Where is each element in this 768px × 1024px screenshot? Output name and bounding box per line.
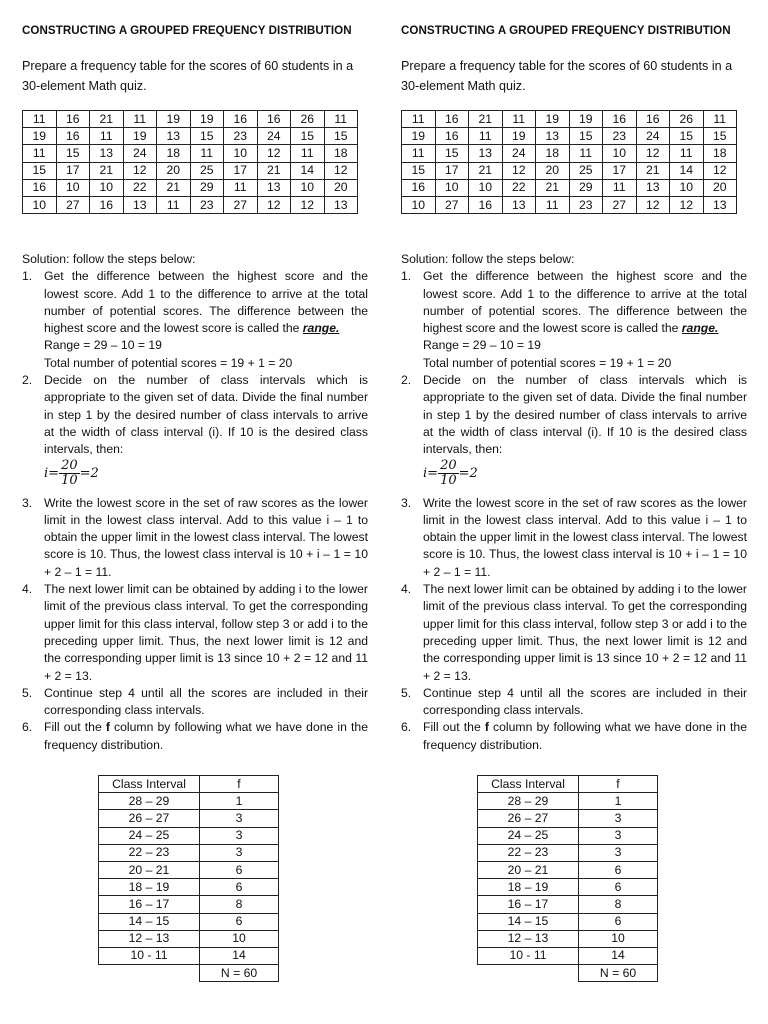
solution-intro: Solution: follow the steps below:: [22, 252, 196, 266]
score-cell: 25: [569, 162, 603, 179]
class-interval-cell: 16 – 17: [478, 896, 579, 913]
score-cell: 16: [224, 111, 258, 128]
class-interval-cell: 14 – 15: [478, 913, 579, 930]
score-cell: 26: [291, 111, 325, 128]
formula-numerator: 20: [61, 457, 78, 473]
step-number: 6.: [401, 720, 412, 735]
class-interval-cell: 12 – 13: [99, 930, 200, 947]
frequency-cell: 6: [579, 913, 658, 930]
frequency-row: [99, 793, 279, 810]
score-cell: 12: [670, 196, 704, 213]
score-cell: 21: [636, 162, 670, 179]
score-cell: 29: [569, 179, 603, 196]
range-term: range.: [302, 321, 340, 336]
total-count: N = 60: [200, 965, 279, 982]
frequency-total-row: [99, 965, 279, 982]
scores-row: [23, 128, 358, 145]
f-column-letter: f: [484, 720, 489, 735]
score-cell: 16: [23, 179, 57, 196]
class-interval-cell: 10 - 11: [478, 947, 579, 964]
frequency-total-row: [478, 965, 658, 982]
step-2: [22, 372, 368, 458]
worksheet-title: CONSTRUCTING A GROUPED FREQUENCY DISTRIBUTION: [22, 24, 352, 37]
step-6: [22, 719, 368, 754]
score-cell: 13: [90, 145, 124, 162]
scores-row: [402, 162, 737, 179]
score-cell: 12: [703, 162, 737, 179]
class-interval-header: Class Interval: [478, 776, 579, 793]
score-cell: 10: [23, 196, 57, 213]
step-5: [22, 685, 368, 720]
class-interval-cell: 26 – 27: [99, 810, 200, 827]
score-cell: 11: [670, 145, 704, 162]
class-interval-cell: 24 – 25: [99, 827, 200, 844]
score-cell: 19: [157, 111, 191, 128]
score-cell: 27: [224, 196, 258, 213]
class-interval-cell: 28 – 29: [478, 793, 579, 810]
score-cell: 19: [402, 128, 436, 145]
score-cell: 10: [435, 179, 469, 196]
score-cell: 16: [469, 196, 503, 213]
score-cell: 10: [603, 145, 637, 162]
score-cell: 13: [123, 196, 157, 213]
raw-scores-table: [22, 110, 358, 214]
score-cell: 21: [469, 162, 503, 179]
score-cell: 24: [123, 145, 157, 162]
step-6: [401, 719, 747, 754]
score-cell: 15: [190, 128, 224, 145]
frequency-row: [478, 793, 658, 810]
step-text: Continue step 4 until all the scores are included in their corresponding class intervals.: [423, 685, 747, 718]
score-cell: 15: [569, 128, 603, 145]
score-cell: 18: [157, 145, 191, 162]
score-cell: 10: [224, 145, 258, 162]
score-cell: 24: [502, 145, 536, 162]
formula-rhs: =2: [79, 465, 99, 481]
frequency-row: [99, 896, 279, 913]
frequency-table: [477, 775, 658, 982]
frequency-cell: 3: [200, 827, 279, 844]
step-2: [401, 372, 747, 458]
score-cell: 15: [402, 162, 436, 179]
class-interval-cell: 24 – 25: [478, 827, 579, 844]
range-calculation: Range = 29 – 10 = 19: [44, 338, 162, 353]
score-cell: 15: [670, 128, 704, 145]
score-cell: 17: [603, 162, 637, 179]
score-cell: 20: [157, 162, 191, 179]
score-cell: 19: [23, 128, 57, 145]
step-number: 4.: [22, 582, 33, 597]
frequency-row: [478, 844, 658, 861]
frequency-cell: 3: [579, 844, 658, 861]
step-number: 6.: [22, 720, 33, 735]
problem-statement: Prepare a frequency table for the scores of 60 students in a 30-element Math quiz.: [22, 59, 354, 93]
score-cell: 17: [224, 162, 258, 179]
score-cell: 11: [157, 196, 191, 213]
frequency-row: [99, 913, 279, 930]
scores-row: [23, 179, 358, 196]
score-cell: 16: [56, 128, 90, 145]
score-cell: 10: [291, 179, 325, 196]
score-cell: 10: [402, 196, 436, 213]
frequency-row: [478, 930, 658, 947]
step-text: The next lower limit can be obtained by adding i to the lower limit of the previous class interval. To get the corresponding upper limit for this class interval, follow step 3 or add i to the preceding upper limit. Thus, the next lower limit is 12 and the corresponding upper limit is 13 since 10 + 2 = 12 and 11 + 2 = 13.: [44, 582, 368, 683]
frequency-cell: 8: [579, 896, 658, 913]
frequency-row: [99, 844, 279, 861]
class-interval-cell: 18 – 19: [99, 879, 200, 896]
score-cell: 11: [123, 111, 157, 128]
formula-denominator: 10: [440, 472, 457, 488]
frequency-table: [98, 775, 279, 982]
score-cell: 11: [469, 128, 503, 145]
score-cell: 12: [291, 196, 325, 213]
score-cell: 15: [324, 128, 358, 145]
score-cell: 11: [502, 111, 536, 128]
step-text: The next lower limit can be obtained by adding i to the lower limit of the previous class interval. To get the corresponding upper limit for this class interval, follow step 3 or add i to the preceding upper limit. Thus, the next lower limit is 12 and the corresponding upper limit is 13 since 10 + 2 = 12 and 11 + 2 = 13.: [423, 582, 747, 683]
score-cell: 20: [324, 179, 358, 196]
score-cell: 16: [435, 111, 469, 128]
frequency-row: [478, 913, 658, 930]
step-3: [401, 495, 747, 581]
score-cell: 11: [90, 128, 124, 145]
f-column-letter: f: [105, 720, 110, 735]
frequency-row: [478, 947, 658, 964]
solution-intro: Solution: follow the steps below:: [401, 252, 575, 266]
score-cell: 13: [469, 145, 503, 162]
step-number: 4.: [401, 582, 412, 597]
solution-steps: [22, 251, 368, 754]
score-cell: 23: [190, 196, 224, 213]
frequency-cell: 6: [200, 879, 279, 896]
score-cell: 17: [435, 162, 469, 179]
frequency-cell: 14: [579, 947, 658, 964]
score-cell: 11: [536, 196, 570, 213]
score-cell: 10: [469, 179, 503, 196]
frequency-row: [99, 861, 279, 878]
frequency-row: [478, 861, 658, 878]
score-cell: 12: [636, 196, 670, 213]
step-text: Write the lowest score in the set of raw scores as the lower limit in the lowest class interval. Add to this value i – 1 to obtain the upper limit in the lowest class interval. The lowest score is 10. Thus, the lowest class interval is 10 + i – 1 = 10 + 2 – 1 = 11.: [44, 495, 368, 579]
score-cell: 23: [603, 128, 637, 145]
score-cell: 11: [402, 145, 436, 162]
step-1: [22, 268, 368, 372]
total-count: N = 60: [579, 965, 658, 982]
formula-fraction: [438, 459, 459, 488]
score-cell: 11: [569, 145, 603, 162]
score-cell: 29: [190, 179, 224, 196]
frequency-row: [478, 896, 658, 913]
score-cell: 15: [291, 128, 325, 145]
problem-statement: Prepare a frequency table for the scores of 60 students in a 30-element Math quiz.: [401, 59, 733, 93]
score-cell: 15: [23, 162, 57, 179]
score-cell: 15: [703, 128, 737, 145]
step-list: [401, 268, 747, 754]
score-cell: 22: [502, 179, 536, 196]
score-cell: 23: [224, 128, 258, 145]
score-cell: 19: [569, 111, 603, 128]
potential-scores-calculation: Total number of potential scores = 19 + 1 = 20: [44, 355, 293, 370]
score-cell: 16: [435, 128, 469, 145]
frequency-cell: 3: [579, 810, 658, 827]
score-cell: 13: [324, 196, 358, 213]
frequency-cell: 10: [579, 930, 658, 947]
score-cell: 11: [324, 111, 358, 128]
step-number: 3.: [22, 495, 33, 510]
frequency-cell: 8: [200, 896, 279, 913]
score-cell: 12: [502, 162, 536, 179]
frequency-header: f: [200, 776, 279, 793]
score-cell: 11: [23, 111, 57, 128]
frequency-cell: 3: [200, 844, 279, 861]
empty-cell: [478, 965, 579, 982]
score-cell: 27: [435, 196, 469, 213]
score-cell: 19: [502, 128, 536, 145]
score-cell: 19: [123, 128, 157, 145]
frequency-cell: 6: [579, 861, 658, 878]
score-cell: 16: [636, 111, 670, 128]
frequency-cell: 10: [200, 930, 279, 947]
step-1: [401, 268, 747, 372]
score-cell: 21: [157, 179, 191, 196]
step-number: 5.: [22, 685, 33, 700]
score-cell: 13: [257, 179, 291, 196]
step-text: column by following what we have done in the frequency distribution.: [44, 720, 368, 752]
potential-scores-calculation: Total number of potential scores = 19 + 1 = 20: [423, 355, 672, 370]
score-cell: 14: [291, 162, 325, 179]
step-number: 1.: [22, 269, 33, 284]
frequency-row: [478, 810, 658, 827]
score-cell: 12: [257, 145, 291, 162]
score-cell: 25: [190, 162, 224, 179]
score-cell: 24: [636, 128, 670, 145]
scores-row: [23, 111, 358, 128]
score-cell: 26: [670, 111, 704, 128]
scores-row: [23, 145, 358, 162]
scores-row: [402, 111, 737, 128]
score-cell: 27: [56, 196, 90, 213]
frequency-cell: 6: [579, 879, 658, 896]
frequency-cell: 1: [579, 793, 658, 810]
score-cell: 16: [257, 111, 291, 128]
score-cell: 11: [291, 145, 325, 162]
scores-row: [23, 196, 358, 213]
formula-numerator: 20: [440, 457, 457, 473]
score-cell: 16: [402, 179, 436, 196]
class-interval-cell: 20 – 21: [99, 861, 200, 878]
score-cell: 13: [636, 179, 670, 196]
worksheet-title: CONSTRUCTING A GROUPED FREQUENCY DISTRIBUTION: [401, 24, 731, 37]
score-cell: 12: [123, 162, 157, 179]
raw-scores-table: [401, 110, 737, 214]
class-interval-cell: 18 – 19: [478, 879, 579, 896]
class-interval-cell: 16 – 17: [99, 896, 200, 913]
step-number: 2.: [22, 373, 33, 388]
frequency-row: [478, 879, 658, 896]
score-cell: 13: [703, 196, 737, 213]
score-cell: 21: [90, 162, 124, 179]
score-cell: 17: [56, 162, 90, 179]
step-list: [22, 268, 368, 754]
formula-lhs: i=: [423, 465, 439, 481]
frequency-row: [99, 810, 279, 827]
formula-denominator: 10: [61, 472, 78, 488]
score-cell: 20: [703, 179, 737, 196]
frequency-row: [99, 947, 279, 964]
step-3: [22, 495, 368, 581]
frequency-cell: 3: [579, 827, 658, 844]
step-4: [401, 581, 747, 685]
step-text: Fill out the: [44, 720, 106, 735]
score-cell: 16: [56, 111, 90, 128]
score-cell: 20: [536, 162, 570, 179]
frequency-row: [478, 827, 658, 844]
frequency-header-row: [478, 776, 658, 793]
empty-cell: [99, 965, 200, 982]
step-text: Decide on the number of class intervals which is appropriate to the given set of data. Divide the final number in step 1 by the desired number of class intervals to arrive at the width of class interval (i). If 10 is the desired class intervals, then:: [44, 373, 368, 457]
score-cell: 21: [469, 111, 503, 128]
score-cell: 11: [224, 179, 258, 196]
score-cell: 11: [603, 179, 637, 196]
formula-rhs: =2: [458, 465, 478, 481]
score-cell: 22: [123, 179, 157, 196]
step-number: 1.: [401, 269, 412, 284]
score-cell: 11: [190, 145, 224, 162]
range-calculation: Range = 29 – 10 = 19: [423, 338, 541, 353]
step-number: 2.: [401, 373, 412, 388]
score-cell: 12: [324, 162, 358, 179]
score-cell: 19: [190, 111, 224, 128]
frequency-row: [99, 930, 279, 947]
step-4: [22, 581, 368, 685]
step-text: Decide on the number of class intervals which is appropriate to the given set of data. Divide the final number in step 1 by the desired number of class intervals to arrive at the width of class interval (i). If 10 is the desired class intervals, then:: [423, 373, 747, 457]
score-cell: 11: [23, 145, 57, 162]
scores-row: [402, 128, 737, 145]
interval-width-formula: [401, 459, 747, 495]
frequency-row: [99, 879, 279, 896]
score-cell: 21: [536, 179, 570, 196]
class-interval-cell: 26 – 27: [478, 810, 579, 827]
score-cell: 13: [536, 128, 570, 145]
frequency-cell: 14: [200, 947, 279, 964]
frequency-header-row: [99, 776, 279, 793]
score-cell: 21: [90, 111, 124, 128]
frequency-cell: 1: [200, 793, 279, 810]
score-cell: 10: [90, 179, 124, 196]
step-text: Continue step 4 until all the scores are included in their corresponding class intervals.: [44, 685, 368, 718]
score-cell: 11: [703, 111, 737, 128]
class-interval-cell: 28 – 29: [99, 793, 200, 810]
class-interval-cell: 22 – 23: [99, 844, 200, 861]
class-interval-cell: 22 – 23: [478, 844, 579, 861]
score-cell: 24: [257, 128, 291, 145]
class-interval-header: Class Interval: [99, 776, 200, 793]
score-cell: 18: [536, 145, 570, 162]
score-cell: 12: [257, 196, 291, 213]
solution-steps: [401, 251, 747, 754]
scores-row: [23, 162, 358, 179]
score-cell: 15: [435, 145, 469, 162]
scores-row: [402, 145, 737, 162]
score-cell: 13: [157, 128, 191, 145]
step-text: column by following what we have done in the frequency distribution.: [423, 720, 747, 752]
step-text: Fill out the: [423, 720, 485, 735]
scores-row: [402, 196, 737, 213]
frequency-row: [99, 827, 279, 844]
score-cell: 23: [569, 196, 603, 213]
class-interval-cell: 14 – 15: [99, 913, 200, 930]
class-interval-cell: 10 - 11: [99, 947, 200, 964]
score-cell: 10: [56, 179, 90, 196]
score-cell: 16: [603, 111, 637, 128]
score-cell: 13: [502, 196, 536, 213]
scores-row: [402, 179, 737, 196]
step-5: [401, 685, 747, 720]
score-cell: 18: [703, 145, 737, 162]
step-text: Get the difference between the highest score and the lowest score. Add 1 to the difference to arrive at the total number of potential scores. The difference between the highest score and the lowest score is called the: [44, 269, 368, 336]
score-cell: 14: [670, 162, 704, 179]
class-interval-cell: 12 – 13: [478, 930, 579, 947]
frequency-header: f: [579, 776, 658, 793]
score-cell: 16: [90, 196, 124, 213]
class-interval-cell: 20 – 21: [478, 861, 579, 878]
frequency-cell: 3: [200, 810, 279, 827]
formula-fraction: [59, 459, 80, 488]
score-cell: 10: [670, 179, 704, 196]
formula-lhs: i=: [44, 465, 60, 481]
score-cell: 15: [56, 145, 90, 162]
step-text: Write the lowest score in the set of raw scores as the lower limit in the lowest class interval. Add to this value i – 1 to obtain the upper limit in the lowest class interval. The lowest score is 10. Thus, the lowest class interval is 10 + i – 1 = 10 + 2 – 1 = 11.: [423, 495, 747, 579]
step-text: Get the difference between the highest score and the lowest score. Add 1 to the difference to arrive at the total number of potential scores. The difference between the highest score and the lowest score is called the: [423, 269, 747, 336]
score-cell: 27: [603, 196, 637, 213]
score-cell: 18: [324, 145, 358, 162]
score-cell: 11: [402, 111, 436, 128]
score-cell: 12: [636, 145, 670, 162]
interval-width-formula: [22, 459, 368, 495]
score-cell: 19: [536, 111, 570, 128]
score-cell: 21: [257, 162, 291, 179]
frequency-cell: 6: [200, 861, 279, 878]
step-number: 3.: [401, 495, 412, 510]
frequency-cell: 6: [200, 913, 279, 930]
range-term: range.: [681, 321, 719, 336]
step-number: 5.: [401, 685, 412, 700]
